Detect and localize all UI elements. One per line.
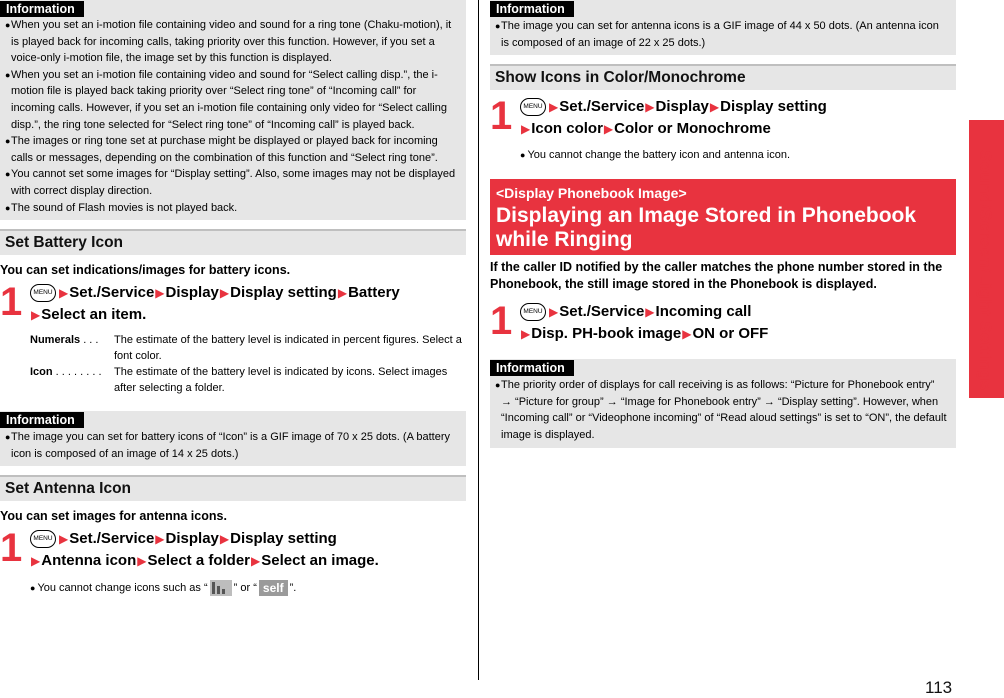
information-tag: Information [490, 1, 574, 17]
column-divider [478, 0, 479, 680]
step-number: 1 [0, 280, 23, 325]
information-list [496, 377, 948, 443]
information-list [6, 17, 458, 216]
information-tag: Information [0, 412, 84, 428]
section-heading-color: Show Icons in Color/Monochrome [490, 64, 956, 90]
arrow-icon: ▶ [645, 305, 655, 320]
path-item: Select a folder [147, 552, 251, 570]
self-icon: self [259, 580, 288, 596]
arrow-icon: ▶ [337, 286, 348, 301]
color-step [490, 96, 956, 163]
menu-key-icon: MENU [30, 284, 56, 302]
information-box [490, 359, 956, 447]
path-item: ON or OFF [692, 325, 769, 343]
color-step-path [520, 96, 956, 140]
arrow-icon: ▶ [31, 308, 41, 323]
arrow-icon: ▶ [645, 100, 655, 115]
information-item: ● When you set an i-motion file containing video and sound for “Select calling disp.”, the i-motion file is played back taking priority over “Select ring tone” of “Incoming call” for incoming calls. However, if you set an i-motion file containing only video for “Select calling disp.”, the ring tone selected for “Select ring tone” of “Incoming call” is played back. [5, 68, 447, 131]
phonebook-heading [490, 179, 956, 255]
phonebook-lead-text: If the caller ID notified by the caller matches the phone number stored in the Phonebook, the still image stored in the Phonebook is displayed. [490, 260, 943, 292]
information-tag: Information [0, 1, 84, 17]
arrow-icon: ▶ [521, 327, 531, 342]
arrow-icon: ▶ [59, 286, 69, 301]
path-item: Select an image. [261, 552, 379, 570]
antenna-step [0, 528, 466, 596]
information-item: ● When you set an i-motion file containing video and sound for a ring tone (Chaku-motion), it is played back for incoming calls, taking priority over this function. However, if you set a voice-only i-motion file, the image set by this function is displayed. [5, 19, 452, 65]
information-item: ● The images or ring tone set at purchase might be displayed or played back for incoming calls or messages, depending on the combination of this function and “Select ring tone”. [5, 135, 438, 164]
battery-step [0, 282, 466, 396]
arrow-icon: ▶ [137, 554, 147, 569]
information-box [0, 0, 466, 220]
menu-key-icon: MENU [520, 98, 546, 116]
arrow-icon: ▶ [219, 532, 230, 547]
information-list [6, 429, 458, 462]
path-item: Icon color [531, 120, 603, 138]
arrow-icon: ▶ [549, 100, 559, 115]
path-item: Display [655, 98, 709, 116]
information-list [496, 18, 948, 51]
step-number: 1 [490, 94, 513, 139]
definition-row: Numerals . . . The estimate of the battery level is indicated in percent figures. Select a font color. [30, 334, 462, 363]
arrow-icon: ▶ [251, 554, 261, 569]
information-item: ● The priority order of displays for call receiving is as follows: “Picture for Phonebook entry” → “Picture for group” → “Image for Phonebook entry” → “Display setting”. However, when “Incoming call” or “Videophone incoming” of “Read aloud settings” is set to “ON”, the default image is displayed. [495, 379, 947, 441]
section-heading-antenna: Set Antenna Icon [0, 475, 466, 501]
arrow-icon: ▶ [521, 122, 531, 137]
arrow-icon: ▶ [31, 554, 41, 569]
antenna-note: ● You cannot change icons such as “ ” or “ self ”. [30, 581, 297, 596]
side-label: Sound/Screen/Light Settings [976, 150, 995, 391]
path-item: Color or Monochrome [614, 120, 771, 138]
path-item: Set./Service [69, 530, 155, 548]
path-item: Set./Service [559, 303, 645, 321]
page-number: 113 [925, 678, 953, 697]
phonebook-step [490, 301, 956, 345]
path-item: Display setting [230, 284, 337, 302]
information-box [0, 411, 466, 466]
arrow-icon: ▶ [709, 100, 720, 115]
section-heading-battery: Set Battery Icon [0, 229, 466, 255]
battery-lead-text: You can set indications/images for battery icons. [0, 263, 291, 278]
information-item: ● You cannot set some images for “Display setting”. Also, some images may not be displayed with correct display direction. [5, 168, 456, 197]
arrow-icon: ▶ [549, 305, 559, 320]
path-item: Select an item. [41, 306, 147, 324]
left-column [0, 0, 466, 596]
path-item: Display [165, 284, 219, 302]
definition-row: Icon . . . . . . . . The estimate of the battery level is indicated by icons. Select images after selecting a folder. [30, 366, 448, 395]
antenna-step-path [30, 528, 466, 572]
path-item: Battery [348, 284, 400, 302]
path-item: Set./Service [559, 98, 645, 116]
phonebook-heading-sub: <Display Phonebook Image> [496, 185, 687, 202]
step-number: 1 [0, 526, 23, 571]
arrow-icon: ▶ [682, 327, 692, 342]
color-note: ● You cannot change the battery icon and antenna icon. [520, 149, 791, 162]
path-item: Display setting [720, 98, 827, 116]
arrow-icon: ▶ [155, 532, 165, 547]
information-box [490, 0, 956, 55]
arrow-icon: ▶ [603, 122, 614, 137]
battery-definition-list [30, 332, 466, 396]
path-item: Display [165, 530, 219, 548]
arrow-icon: ▶ [219, 286, 230, 301]
arrow-icon: ▶ [155, 286, 165, 301]
path-item: Antenna icon [41, 552, 137, 570]
path-item: Disp. PH-book image [531, 325, 682, 343]
menu-key-icon: MENU [30, 530, 56, 548]
information-tag: Information [490, 360, 574, 376]
path-item: Set./Service [69, 284, 155, 302]
phonebook-step-path [520, 301, 956, 345]
path-item: Display setting [230, 530, 337, 548]
antenna-lead-text: You can set images for antenna icons. [0, 509, 227, 524]
arrow-icon: ▶ [59, 532, 69, 547]
antenna-icon [210, 580, 232, 596]
information-item: ● The image you can set for antenna icons is a GIF image of 44 x 50 dots. (An antenna icon is composed of an image of 22 x 25 dots.) [495, 20, 939, 49]
menu-key-icon: MENU [520, 303, 546, 321]
information-item: ● The sound of Flash movies is not played back. [5, 201, 238, 214]
information-item: ● The image you can set for battery icons of “Icon” is a GIF image of 70 x 25 dots. (A battery icon is composed of an image of 14 x 25 dots.) [5, 431, 450, 460]
battery-step-path [30, 282, 466, 326]
step-number: 1 [490, 299, 513, 344]
phonebook-heading-main: Displaying an Image Stored in Phonebook while Ringing [496, 204, 917, 252]
path-item: Incoming call [655, 303, 752, 321]
right-column [490, 0, 956, 448]
